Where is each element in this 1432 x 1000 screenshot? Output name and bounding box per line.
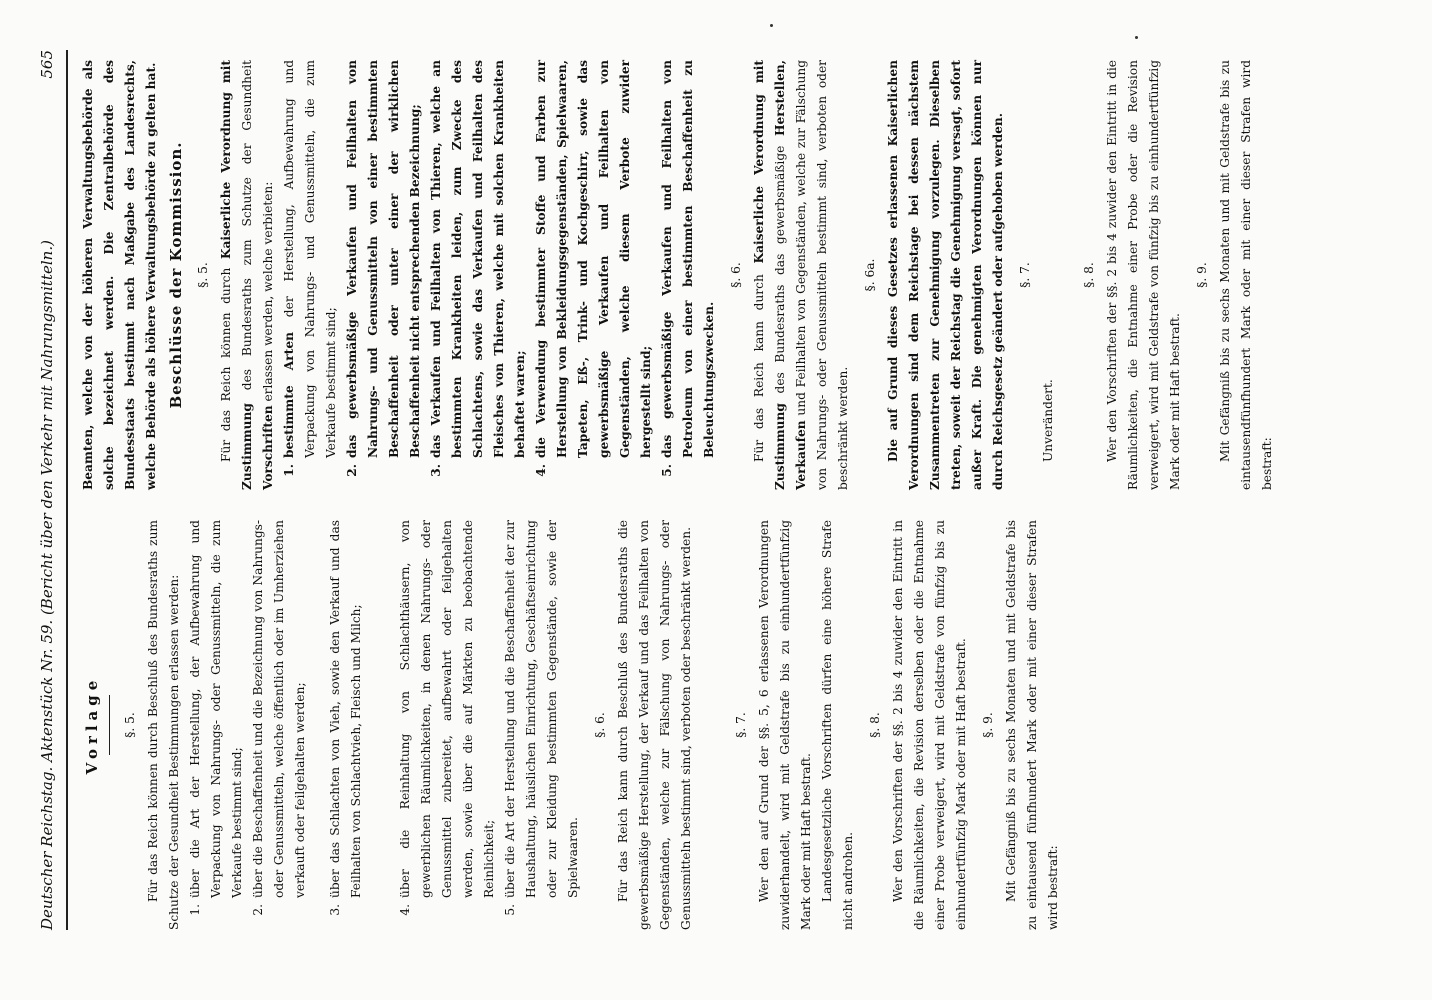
page-number: 565 bbox=[38, 50, 56, 79]
list-item bbox=[657, 60, 720, 490]
text-part-bold: Herstellen, Verkaufen bbox=[773, 59, 808, 490]
section-9-text: Mit Gefängniß bis zu sechs Monaten und mit Geldstrafe bis zu eintausendfünfhundert Mark oder mit einer dieser Strafen wird bestraft: bbox=[1218, 60, 1274, 490]
section-5-intro bbox=[216, 60, 279, 490]
running-head-title: Deutscher Reichstag. Aktenstück Nr. 59. (Bericht über den Verkehr mit Nahrungsmitteln.) bbox=[38, 240, 56, 930]
left-column-vorlage bbox=[78, 520, 1064, 930]
text-part: des Bundesraths das gewerbsmäßige bbox=[773, 145, 787, 394]
list-item bbox=[395, 520, 500, 930]
section-9-title: §. 9. bbox=[981, 712, 995, 738]
item-number: 1. bbox=[188, 904, 202, 916]
section-7-text-2: Landesgesetzliche Vorschriften dürfen eine höhere Strafe nicht androhen. bbox=[820, 520, 855, 930]
left-column-heading: Vorlage bbox=[83, 675, 101, 775]
list-item bbox=[426, 60, 531, 490]
item-text: über die Art der Herstellung, der Aufbewahrung und Verpackung von Nahrungs- oder Genussmitteln, die zum Verkaufe bestimmt sind; bbox=[188, 520, 244, 898]
section-5-intro: Für das Reich können durch Beschluß des Bundesraths zum Schutze der Gesundheit Bestimmungen erlassen werden: bbox=[146, 520, 181, 930]
intro-part: erlassen werden, welche verbieten: bbox=[261, 181, 275, 402]
item-text: über die Beschaffenheit und die Bezeichnung von Nahrungs- oder Genussmitteln, welche öffentlich oder im Umherziehen verkauft oder feilgehalten werden; bbox=[251, 520, 307, 898]
item-number: 4. bbox=[398, 904, 412, 916]
item-number: 1. bbox=[282, 464, 296, 477]
item-number: 2. bbox=[345, 464, 359, 477]
heading-rule bbox=[109, 695, 110, 755]
list-item bbox=[185, 520, 248, 930]
section-6-title: §. 6. bbox=[729, 262, 743, 288]
item-text: über das Schlachten von Vieh, sowie den Verkauf und das Feilhalten von Schlachtvieh, Fleisch und Milch; bbox=[328, 520, 363, 898]
item-text: das gewerbsmäßige Verkaufen und Feilhalten von Nahrungs- und Genussmitteln von einer bestimmten Beschaffenheit oder unter einer der wirklichen Beschaffenheit nicht entsprechenden Bezeichnung; bbox=[345, 60, 422, 458]
item-number: 3. bbox=[429, 464, 443, 477]
section-6-title: §. 6. bbox=[593, 712, 607, 738]
section-6a-title: §. 6a. bbox=[863, 258, 877, 292]
section-5-title: §. 5. bbox=[196, 262, 210, 288]
item-text: das Verkaufen und Feilhalten von Thieren, welche an bestimmten Krankheiten leiden, zum Zwecke des Schlachtens, sowie das Verkaufen und Feilhalten des Fleisches von Thieren, welche mit solchen Krankheiten behaftet waren; bbox=[429, 60, 527, 458]
list-item bbox=[342, 60, 426, 490]
section-9-text: Mit Gefängniß bis zu sechs Monaten und mit Geldstrafe bis zu eintausend fünfhundert Mark oder mit einer dieser Strafen wird bestraft: bbox=[1004, 520, 1060, 930]
intro-part-bold: Kaiserliche Verordnung mit Zustimmung bbox=[219, 59, 254, 490]
digitization-note bbox=[1410, 20, 1424, 980]
intro-part-bold: Vorschriften bbox=[261, 405, 275, 490]
item-text: die Verwendung bestimmter Stoffe und Farben zur Herstellung von Bekleidungsgegenständen, Spielwaaren, Tapeten, Eß-, Trink- und Kochgeschirr, sowie das gewerbsmäßige Verkaufen und Feilhalten von Gegenständen, welche diesem Verbote zuwider hergestellt sind; bbox=[534, 60, 653, 458]
section-9-title: §. 9. bbox=[1195, 262, 1209, 288]
section-6-text bbox=[749, 60, 854, 490]
item-text: über die Art der Herstellung und die Beschaffenheit der zur Haushaltung, häuslichen Einrichtung, Geschäftseinrichtung oder zur Kleidung bestimmten Gegenstände, sowie der Spielwaaren. bbox=[503, 520, 580, 898]
intro-part: des Bundesraths zum Schutze der Gesundheit bbox=[240, 60, 254, 391]
section-8-title: §. 8. bbox=[1082, 262, 1096, 288]
section-5-title: §. 5. bbox=[123, 712, 137, 738]
scan-speck bbox=[770, 24, 773, 27]
section-6a-text: Die auf Grund dieses Gesetzes erlassenen Kaiserlichen Verordnungen sind dem Reichstage bei dessen nächstem Zusammentreten zur Genehmigung vorzulegen. Dieselben treten, soweit der Reichstag die Genehmigung versagt, sofort außer Kraft. Die genehmigten Verordnungen können nur durch Reichsgesetz geändert oder aufgehoben werden. bbox=[886, 60, 1005, 490]
list-item bbox=[531, 60, 657, 490]
item-text: über die Reinhaltung von Schlachthäusern, von gewerblichen Räumlichkeiten, in denen Nahrungs- oder Genussmittel zubereitet, aufbewahrt oder feilgehalten werden, sowie über die auf Märkten zu beobachtende Reinlichkeit; bbox=[398, 520, 496, 898]
item-bold-text: bestimmte Arten bbox=[282, 332, 296, 458]
intro-part: Für das Reich können durch bbox=[219, 267, 233, 462]
text-part: Für das Reich kann durch bbox=[752, 274, 766, 462]
section-8-title: §. 8. bbox=[868, 712, 882, 738]
list-item bbox=[248, 520, 311, 930]
scan-speck bbox=[1135, 36, 1138, 39]
section-7-title: §. 7. bbox=[1018, 262, 1032, 288]
item-number: 3. bbox=[328, 904, 342, 916]
header-rule bbox=[66, 50, 68, 930]
section-8-text: Wer den Vorschriften der §§. 2 bis 4 zuwider den Eintritt in die Räumlichkeiten, die Revision derselben oder die Entnahme einer Probe verweigert, wird mit Geldstrafe von fünfzig bis zu einhundertfünfzig Mark oder mit Haft bestraft. bbox=[891, 520, 968, 930]
item-number: 5. bbox=[660, 464, 674, 477]
right-column-heading: Beschlüsse der Kommission. bbox=[167, 141, 185, 409]
list-item bbox=[500, 520, 584, 930]
section-7-text: Wer den auf Grund der §§. 5, 6 erlassenen Verordnungen zuwiderhandelt, wird mit Geldstrafe bis zu einhundertfünfzig Mark oder mit Haft bestraft. bbox=[757, 520, 813, 930]
list-item bbox=[325, 520, 367, 930]
text-part: und Feilhalten von Gegenständen, welche zur Fälschung von Nahrungs- oder Genussmitteln bestimmt sind, verboten oder beschränkt werden. bbox=[794, 59, 850, 490]
section-7-title: §. 7. bbox=[734, 712, 748, 738]
section-7-text: Unverändert. bbox=[1041, 379, 1055, 462]
section-6-text: Für das Reich kann durch Beschluß des Bundesraths die gewerbsmäßige Herstellung, der Verkauf und das Feilhalten von Gegenständen, welche zur Fälschung von Nahrungs- oder Genussmitteln bestimmt sind, verboten oder beschränkt werden. bbox=[616, 520, 693, 930]
item-number: 4. bbox=[534, 464, 548, 477]
text-part-bold: Kaiserliche Verordnung mit Zustimmung bbox=[752, 59, 787, 490]
continued-text: Beamten, welche von der höheren Verwaltungsbehörde als solche bezeichnet werden. Die Zentralbehörde des Bundesstaats bestimmt nach Maßgabe des Landesrechts, welche Behörde als höhere Verwaltungsbehörde zu gelten hat. bbox=[81, 60, 158, 490]
item-text: das gewerbsmäßige Verkaufen und Feilhalten von Petroleum von einer bestimmten Beschaffenheit zu Beleuchtungszwecken. bbox=[660, 60, 716, 458]
item-number: 5. bbox=[503, 904, 517, 916]
item-number: 2. bbox=[251, 904, 265, 916]
section-8-text: Wer den Vorschriften der §§. 2 bis 4 zuwider den Eintritt in die Räumlichkeiten, die Entnahme einer Probe oder die Revision verweigert, wird mit Geldstrafe von fünfzig bis zu einhundertfünfzig Mark oder mit Haft bestraft. bbox=[1105, 60, 1182, 490]
item-plain-text: der Herstellung, Aufbewahrung und Verpackung von Nahrungs- und Genussmitteln, die zum Verkaufe bestimmt sind; bbox=[282, 59, 338, 458]
item-text bbox=[279, 60, 342, 458]
running-head bbox=[38, 50, 62, 930]
right-column-beschluesse bbox=[78, 60, 1278, 490]
list-item bbox=[279, 60, 342, 490]
